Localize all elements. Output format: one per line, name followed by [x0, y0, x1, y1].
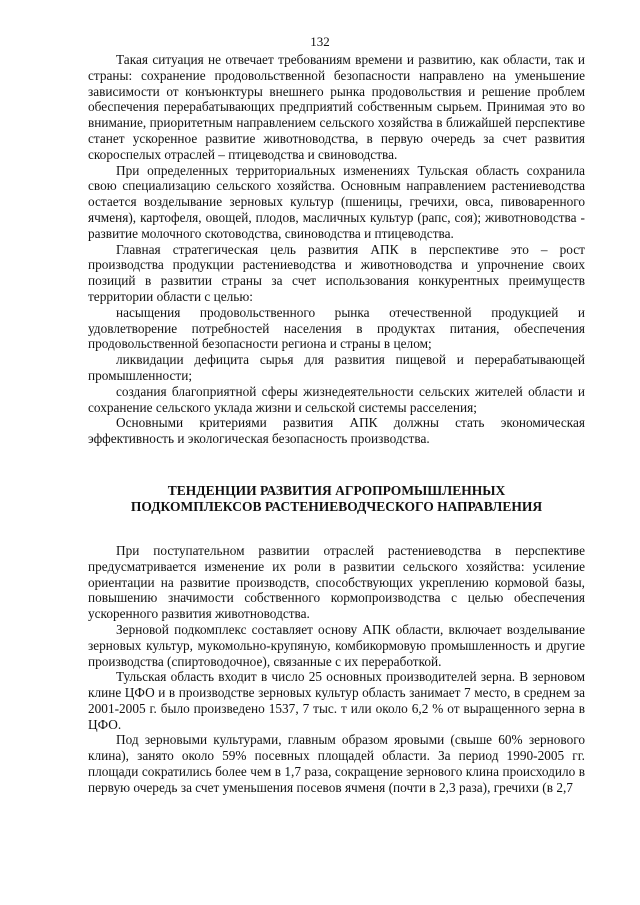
- goal-item: насыщения продовольственного рынка отечественной продукцией и удовлетворение потребностей населения в продуктах питания, обеспечения продовольственной безопасности региона и страны в целом;: [88, 304, 585, 352]
- paragraph: Зерновой подкомплекс составляет основу АПК области, включает возделывание зерновых культур, мукомольно-крупяную, комбикормовую промышленность и другие производства (спиртоводочное), связанные с их переработкой.: [88, 621, 585, 669]
- goal-item: создания благоприятной сферы жизнедеятельности сельских жителей области и сохранение сельского уклада жизни и сельской системы расселения;: [88, 383, 585, 415]
- page-number: 132: [310, 34, 330, 49]
- paragraph: Главная стратегическая цель развития АПК в перспективе это – рост производства продукции растениеводства и животноводства и упрочнение своих позиций в развитии страны за счет использования конкурентных преимуществ территории области с целью:: [88, 241, 585, 304]
- paragraph: Тульская область входит в число 25 основных производителей зерна. В зерновом клине ЦФО и в производстве зерновых культур область занимает 7 место, в среднем за 2001-2005 г. было произведено 1537, 7 тыс. т или около 6,2 % от выращенного зерна в ЦФО.: [88, 669, 585, 732]
- section-heading: [88, 483, 585, 515]
- document-body: [88, 52, 585, 796]
- paragraph: При поступательном развитии отраслей растениеводства в перспективе предусматривается изменение их роли в развитии сельского хозяйства: усиление ориентации на развитие производств, способствующих укреплению кормовой базы, повышению значимости собственного кормопроизводства с целью обеспечения ускоренного развития животноводства.: [88, 542, 585, 622]
- section-heading-line: ПОДКОМПЛЕКСОВ РАСТЕНИЕВОДЧЕСКОГО НАПРАВЛЕНИЯ: [130, 498, 543, 514]
- paragraph: При определенных территориальных изменениях Тульская область сохранила свою специализацию сельского хозяйства. Основным направлением растениеводства остается возделывание зерновых культур (пшеницы, гречихи, овса, пивоваренного ячменя), картофеля, овощей, плодов, масличных культур (рапс, соя); животноводства - развитие молочного скотоводства, свиноводства и птицеводства.: [88, 162, 585, 241]
- section-heading-line: ТЕНДЕНЦИИ РАЗВИТИЯ АГРОПРОМЫШЛЕННЫХ: [167, 482, 506, 498]
- paragraph: Такая ситуация не отвечает требованиям времени и развитию, как области, так и страны: сохранение продовольственной безопасности направлено на уменьшение зависимости от конъюнктуры внешнего рынка продовольствия и решение проблем обеспечения перерабатывающих предприятий собственным сырьем. Принимая это во внимание, приоритетным направлением сельского хозяйства в ближайшей перспективе станет ускоренное развитие животноводства, в первую очередь за счет развития скороспелых отраслей – птицеводства и свиноводства.: [88, 52, 585, 162]
- paragraph: Основными критериями развития АПК должны стать экономическая эффективность и экологическая безопасность производства.: [88, 415, 585, 447]
- paragraph: Под зерновыми культурами, главным образом яровыми (свыше 60% зернового клина), занято около 59% посевных площадей области. За период 1990-2005 гг. площади сократились более чем в 1,7 раза, сокращение зернового клина происходило в первую очередь за счет уменьшения посевов ячменя (почти в 2,3 раза), гречихи (в 2,7: [88, 732, 585, 795]
- goal-item: ликвидации дефицита сырья для развития пищевой и перерабатывающей промышленности;: [88, 352, 585, 383]
